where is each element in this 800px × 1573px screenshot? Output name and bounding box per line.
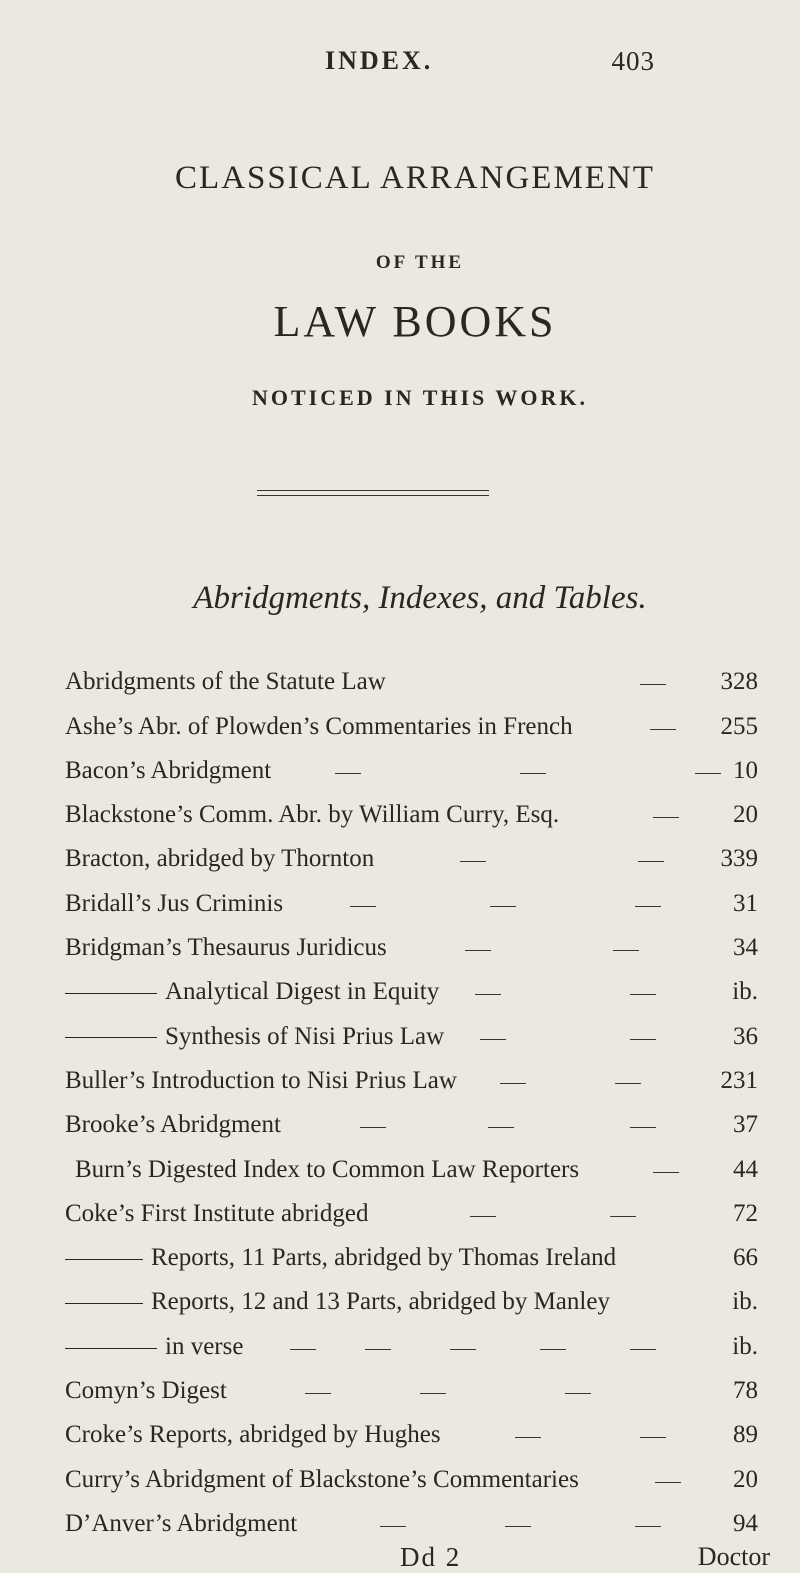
entry-page: 20 (733, 801, 758, 829)
ditto-rule (65, 1259, 143, 1260)
entry-title: Bacon’s Abridgment (65, 756, 272, 784)
entry-title: Abridgments of the Statute Law (65, 668, 386, 696)
title-line-3: LAW BOOKS (273, 297, 557, 346)
entry-title: Ashe’s Abr. of Plowden’s Commentaries in French (65, 712, 573, 740)
index-entry (65, 1280, 785, 1324)
entry-page: 36 (733, 1022, 758, 1050)
entry-title: Comyn’s Digest (65, 1377, 227, 1405)
running-header-title: INDEX. (325, 46, 434, 75)
index-entry (65, 1236, 785, 1280)
page-number: 403 (611, 46, 655, 76)
index-entry (65, 1457, 785, 1501)
entry-page: 10 (733, 756, 758, 784)
index-entry (65, 660, 785, 704)
entry-page: 78 (733, 1377, 758, 1405)
entry-page: ib. (732, 1332, 758, 1360)
entry-page: 328 (720, 668, 758, 696)
index-entry (65, 1369, 785, 1413)
index-entry (65, 970, 785, 1014)
entry-title: Analytical Digest in Equity (165, 978, 440, 1006)
entry-page: 20 (733, 1465, 758, 1493)
ditto-rule (65, 1348, 157, 1349)
index-entry (65, 1059, 785, 1103)
entry-page: 44 (733, 1155, 758, 1183)
index-entry (65, 1192, 785, 1236)
title-line-4: NOTICED IN THIS WORK. (251, 385, 589, 410)
title-line-1: CLASSICAL ARRANGEMENT (175, 160, 655, 196)
index-entry (65, 1502, 785, 1546)
entry-title: in verse (165, 1332, 244, 1360)
section-title: Abridgments, Indexes, and Tables. (193, 580, 647, 616)
entry-title: Bridall’s Jus Criminis (65, 889, 284, 917)
entry-page: 31 (733, 889, 758, 917)
entry-title: Reports, 11 Parts, abridged by Thomas Ireland (151, 1244, 617, 1272)
running-header (0, 46, 800, 86)
index-entry (65, 1014, 785, 1058)
entry-page: 231 (720, 1066, 758, 1094)
index-entry (65, 704, 785, 748)
entry-title: Blackstone’s Comm. Abr. by William Curry, Esq. (65, 801, 560, 829)
entry-page: 66 (733, 1244, 758, 1272)
entry-title: Buller’s Introduction to Nisi Prius Law (65, 1066, 457, 1094)
index-entry (65, 926, 785, 970)
index-entry (65, 1413, 785, 1457)
index-entry (65, 837, 785, 881)
entry-page: 89 (733, 1421, 758, 1449)
index-entry (65, 749, 785, 793)
title-line-2: OF THE (375, 252, 465, 273)
entry-title: Bridgman’s Thesaurus Juridicus (65, 934, 387, 962)
entry-page: 37 (733, 1111, 758, 1139)
ditto-rule (65, 1037, 157, 1038)
index-entry (65, 1147, 785, 1191)
entry-title: Reports, 12 and 13 Parts, abridged by Manley (151, 1288, 610, 1316)
entry-page: 94 (733, 1509, 758, 1537)
entry-page: ib. (732, 1288, 758, 1316)
entry-page: 72 (733, 1199, 758, 1227)
entry-title: Burn’s Digested Index to Common Law Reporters (75, 1155, 580, 1183)
index-entry (65, 1324, 785, 1368)
entry-page: ib. (732, 978, 758, 1006)
index-entries (65, 660, 785, 1546)
index-entry (65, 793, 785, 837)
index-entry (65, 881, 785, 925)
ditto-rule (65, 993, 157, 994)
entry-title: Coke’s First Institute abridged (65, 1199, 369, 1227)
entry-title: Brooke’s Abridgment (65, 1111, 281, 1139)
entry-title: Bracton, abridged by Thornton (65, 845, 375, 873)
entry-title: Synthesis of Nisi Prius Law (165, 1022, 445, 1050)
ditto-rule (65, 1303, 143, 1304)
entry-page: 255 (720, 712, 758, 740)
catchword: Doctor (697, 1542, 770, 1571)
entry-title: D’Anver’s Abridgment (65, 1509, 298, 1537)
entry-page: 339 (720, 845, 758, 873)
signature-mark: Dd 2 (400, 1542, 462, 1572)
entry-title: Curry’s Abridgment of Blackstone’s Commentaries (65, 1465, 579, 1493)
double-rule-divider (257, 490, 489, 496)
entry-title: Croke’s Reports, abridged by Hughes (65, 1421, 441, 1449)
entry-page: 34 (733, 934, 758, 962)
index-entry (65, 1103, 785, 1147)
